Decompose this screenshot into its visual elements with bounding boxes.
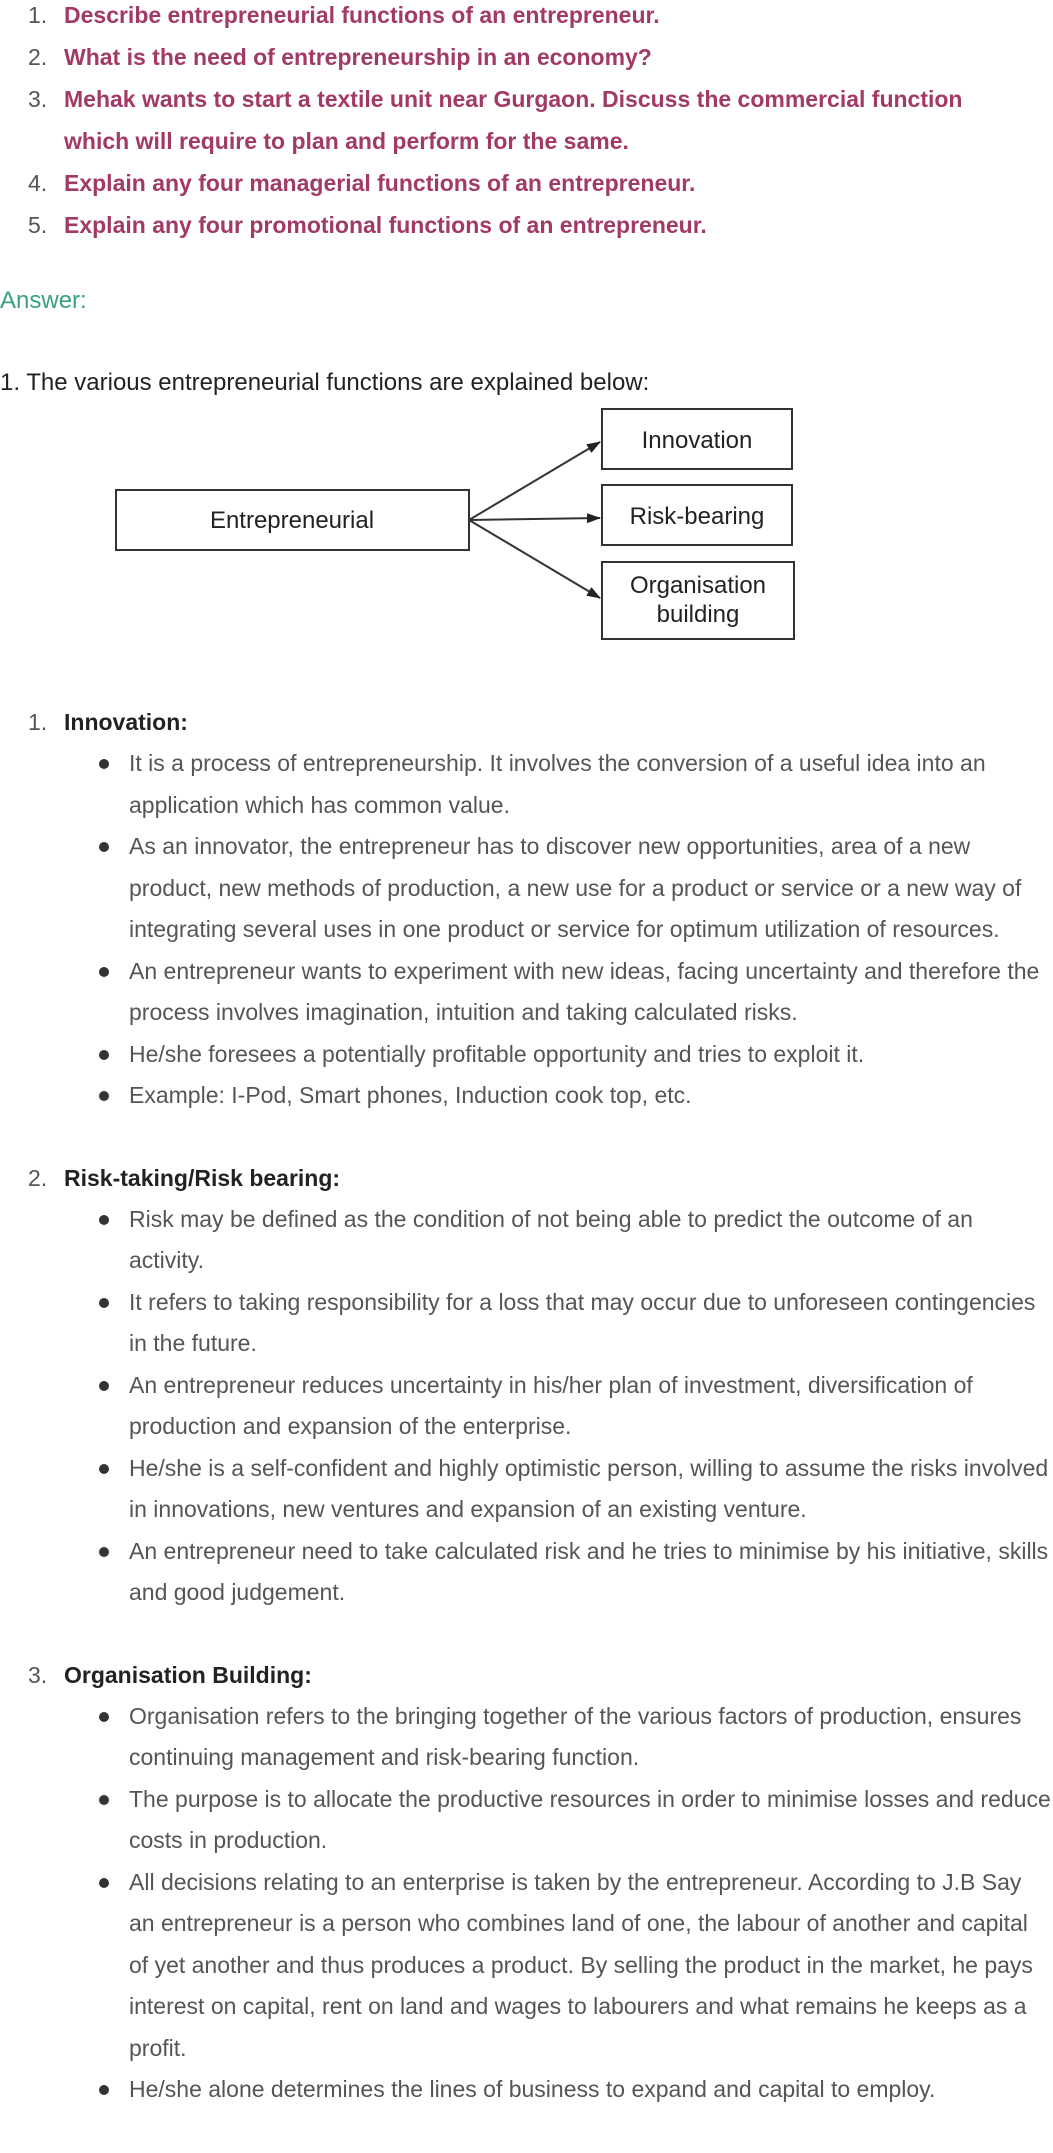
section-title-text: Innovation: [64,709,188,735]
bullet-item [0,743,1053,826]
bullet-item [0,2069,1053,2111]
section-title [0,1158,1053,1199]
bullet-text: An entrepreneur need to take calculated risk and he tries to minimise by his initiative, skills and good judgement. [129,1537,1049,1605]
bullet-icon [99,1091,109,1101]
bullet-text: It is a process of entrepreneurship. It involves the conversion of a useful idea into an application which has common value. [129,750,986,818]
answer-sections [0,702,1053,2152]
section-innovation [0,702,1053,1117]
bullet-item [0,1034,1053,1076]
question-text: Describe entrepreneurial functions of an entrepreneur. [64,2,660,28]
question-item [0,0,1053,36]
bullet-text: Example: I-Pod, Smart phones, Induction cook top, etc. [129,1082,692,1108]
question-list [0,0,1053,246]
arrow-to-organisation [469,520,600,598]
question-item [0,36,1053,78]
bullet-item [0,1199,1053,1282]
bullet-list [0,743,1053,1117]
building-label: building [656,601,740,628]
question-item [0,204,1053,246]
bullet-item [0,1696,1053,1779]
bullet-icon [99,967,109,977]
bullet-text: It refers to taking responsibility for a loss that may occur due to unforeseen contingencies in the future. [129,1288,1036,1356]
bullet-text: He/she is a self-confident and highly optimistic person, willing to assume the risks involved in innovations, new ventures and expansion of an existing venture. [129,1454,1049,1522]
innovation-label: Innovation [641,427,753,454]
question-number: 1. [28,2,48,28]
bullet-icon [99,1381,109,1391]
functions-diagram [110,400,810,650]
bullet-text: As an innovator, the entrepreneur has to discover new opportunities, area of a new product, new methods of production, a new use for a product or service or a new way of integrating several uses in one product or service for optimum utilization of resources. [129,833,1022,942]
bullet-text: Risk may be defined as the condition of not being able to predict the outcome of an activity. [129,1205,973,1273]
organisation-label: Organisation [629,572,767,599]
question-item [0,78,1053,162]
answer-label: Answer: [0,287,87,314]
section-title-text: Organisation Building: [64,1661,312,1688]
bullet-text: He/she alone determines the lines of business to expand and capital to employ. [129,2076,936,2102]
bullet-icon [99,759,109,769]
section-title-text: Risk-taking/Risk bearing: [64,1164,341,1191]
bullet-icon [99,1547,109,1557]
bullet-icon [99,1878,109,1888]
bullet-text: Organisation refers to the bringing together of the various factors of production, ensures continuing management and risk-bearing function. [129,1702,1022,1770]
answer-intro: 1. The various entrepreneurial functions are explained below: [0,369,650,396]
section-number: 2. [28,1164,48,1191]
question-text: Explain any four promotional functions of an entrepreneur. [64,212,707,238]
bullet-list [0,1199,1053,1614]
functions-diagram-svg [110,400,810,650]
arrow-to-innovation [469,442,600,520]
source-label: Entrepreneurial [209,507,375,534]
section-risk-taking [0,1158,1053,1614]
bullet-item [0,1531,1053,1614]
bullet-item [0,1282,1053,1365]
bullet-text: All decisions relating to an enterprise is taken by the entrepreneur. According to J.B Say an entrepreneur is a person who combines land of one, the labour of another and capital of yet another and thus produces a product. By selling the product in the market, he pays interest on capital, rent on land and wages to labourers and what remains he keeps as a profit. [129,1868,1033,2061]
bullet-item [0,1448,1053,1531]
bullet-text: An entrepreneur wants to experiment with new ideas, facing uncertainty and therefore the process involves imagination, intuition and taking calculated risks. [129,957,1040,1025]
bullet-text: An entrepreneur reduces uncertainty in his/her plan of investment, diversification of production and expansion of the enterprise. [129,1371,973,1439]
question-text: Mehak wants to start a textile unit near Gurgaon. Discuss the commercial function which will require to plan and perform for the same. [64,86,963,154]
arrow-to-risk-bearing [469,518,600,520]
question-text: What is the need of entrepreneurship in an economy? [64,44,652,70]
section-title [0,1655,1053,1696]
bullet-icon [99,1464,109,1474]
bullet-icon [99,1795,109,1805]
bullet-text: He/she foresees a potentially profitable opportunity and tries to exploit it. [129,1040,865,1067]
question-number: 3. [28,86,48,112]
bullet-list [0,1696,1053,2111]
question-item [0,162,1053,204]
question-number: 5. [28,212,48,238]
section-organisation-building [0,1655,1053,2111]
bullet-icon [99,2085,109,2095]
risk-bearing-label: Risk-bearing [629,503,765,530]
bullet-icon [99,1215,109,1225]
section-number: 3. [28,1661,48,1688]
bullet-icon [99,1298,109,1308]
question-number: 4. [28,170,48,196]
bullet-item [0,951,1053,1034]
section-number: 1. [28,709,48,735]
bullet-item [0,1365,1053,1448]
bullet-item [0,826,1053,951]
bullet-icon [99,842,109,852]
bullet-text: The purpose is to allocate the productive resources in order to minimise losses and reduce costs in production. [129,1785,1051,1853]
bullet-item [0,1075,1053,1117]
bullet-icon [99,1712,109,1722]
bullet-icon [99,1050,109,1060]
question-number: 2. [28,44,48,70]
question-text: Explain any four managerial functions of an entrepreneur. [64,170,696,196]
bullet-item [0,1862,1053,2070]
section-title [0,702,1053,743]
bullet-item [0,1779,1053,1862]
